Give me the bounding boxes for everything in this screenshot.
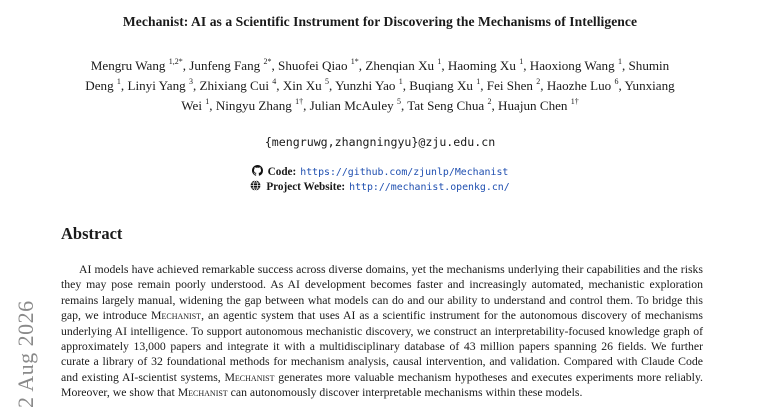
author-entry xyxy=(530,58,622,73)
author-name: Haozhe Luo xyxy=(546,78,612,93)
author-affiliation: 6 xyxy=(614,77,619,86)
author-affiliation: 5 xyxy=(396,97,401,106)
author-name: Zhenqian Xu xyxy=(365,58,435,73)
author-affiliation: 3 xyxy=(188,77,193,86)
author-entry xyxy=(448,58,523,73)
paper-title: Mechanist: AI as a Scientific Instrument for Discovering the Mechanisms of Intelligence xyxy=(122,14,638,29)
system-name: Mechanist xyxy=(224,370,275,384)
author-entry xyxy=(409,78,480,93)
author-name: Huajun Chen xyxy=(498,98,568,113)
author-name: Shumin Deng xyxy=(85,58,670,93)
author-entry xyxy=(216,98,303,113)
author-name: Tat Seng Chua xyxy=(407,98,485,113)
author-entry xyxy=(498,98,579,113)
author-name: Fei Shen xyxy=(486,78,533,93)
author-affiliation: 1 xyxy=(437,57,442,66)
author-name: Haoming Xu xyxy=(447,58,516,73)
author-name: Buqiang Xu xyxy=(409,78,473,93)
author-affiliation: 2* xyxy=(263,57,272,66)
author-affiliation: 5 xyxy=(325,77,330,86)
author-entry xyxy=(200,78,277,93)
author-affiliation: 1 xyxy=(205,97,210,106)
author-affiliation: 1† xyxy=(295,97,304,106)
code-link-row xyxy=(0,165,760,178)
author-name: Linyi Yang xyxy=(127,78,186,93)
author-affiliation: 1 xyxy=(116,77,121,86)
author-affiliation: 4 xyxy=(272,77,277,86)
author-name: Xin Xu xyxy=(282,78,322,93)
author-entry xyxy=(189,58,271,73)
author-affiliation: 2 xyxy=(487,97,492,106)
author-affiliation: 1,2* xyxy=(168,57,183,66)
abstract-text: can autonomously discover interpretable mechanisms within these models. xyxy=(227,386,583,400)
author-name: Haoxiong Wang xyxy=(529,58,615,73)
author-entry xyxy=(127,78,193,93)
abstract-text: AI models have achieved remarkable success across diverse domains, yet the mechanisms underlying their capabilities and the risks they may pose remain poorly understood. As AI development becomes faster and increasingly automated, mechanistic exploration remains largely manual, widening the gap between what models can do and our ability to understand and control them. To bridge this gap, we introduce xyxy=(61,263,703,323)
author-entry xyxy=(335,78,403,93)
author-affiliation: 1 xyxy=(476,77,481,86)
author-entry xyxy=(283,78,329,93)
author-affiliation: 1 xyxy=(617,57,622,66)
author-entry xyxy=(407,98,491,113)
globe-icon xyxy=(250,180,261,191)
abstract-heading: Abstract xyxy=(61,224,123,243)
author-name: Zhixiang Cui xyxy=(199,78,269,93)
author-name: Mengru Wang xyxy=(90,58,166,73)
contact-email[interactable]: {mengruwg,zhangningyu}@zju.edu.cn xyxy=(264,135,496,149)
author-affiliation: 1† xyxy=(570,97,579,106)
author-entry xyxy=(365,58,441,73)
author-name: Julian McAuley xyxy=(309,98,394,113)
author-name: Junfeng Fang xyxy=(189,58,261,73)
author-name: Yunxiang Wei xyxy=(181,78,675,113)
system-name: Mechanist xyxy=(177,386,228,400)
abstract-text: generates more valuable mechanism hypotheses and executes experiments more reliably. Moreover, we show that xyxy=(61,370,703,400)
author-entry xyxy=(547,78,619,93)
abstract-body xyxy=(61,262,703,401)
author-entry xyxy=(487,78,540,93)
author-affiliation: 1 xyxy=(519,57,524,66)
author-list: Mengru Wang $^{1,2*}$, Junfeng Fang $^{2*}$, Shuofei Qiao $^{1*}$, Zhenqian Xu $^1$, Haoming Xu $^1$, Haoxiong Wang $^1$, Shumin Deng $^1$, Linyi Yang $^3$, Zhixiang Cui $^4$, Xin Xu $^5$, Yunzhi Yao $^1$, Buqiang Xu $^1$, Fei Shen $^2$, Haozhe Luo $^6$, Yunxiang Wei $^1$, Ningyu Zhang $^{1\dagger}$, Julian McAuley $^5$, Tat Seng Chua $^2$, Huajun Chen $^{1\dagger}$ xyxy=(85,57,675,113)
code-url-link[interactable]: https://github.com/zjunlp/Mechanist xyxy=(300,167,509,178)
website-link-row xyxy=(0,180,760,193)
author-name: Yunzhi Yao xyxy=(335,78,396,93)
code-label: Code: xyxy=(267,166,297,178)
arxiv-side-date: 2 Aug 2026 xyxy=(13,300,38,408)
author-affiliation: 2 xyxy=(536,77,541,86)
author-name: Ningyu Zhang xyxy=(215,98,292,113)
author-entry xyxy=(310,98,401,113)
github-icon xyxy=(252,165,263,176)
author-affiliation: 1* xyxy=(350,57,359,66)
author-entry xyxy=(278,58,359,73)
author-name: Shuofei Qiao xyxy=(278,58,348,73)
author-entry xyxy=(91,58,183,73)
system-name: Mechanist xyxy=(151,309,202,323)
author-affiliation: 1 xyxy=(398,77,403,86)
abstract-text: , an agentic system that uses AI as a scientific instrument for the autonomous discovery of mechanisms underlying AI intelligence. To support autonomous mechanistic discovery, we construct an interpretability-focused knowledge graph of approximately 13,000 papers and integrate it with a multidisciplinary database of 43 million papers spanning 26 fields. We further curate a library of 32 foundational methods for mechanism analysis, causal intervention, and validation. Compared with Claude Code and existing AI-scientist systems, xyxy=(61,309,703,384)
website-label: Project Website: xyxy=(266,181,346,193)
website-url-link[interactable]: http://mechanist.openkg.cn/ xyxy=(349,182,510,193)
